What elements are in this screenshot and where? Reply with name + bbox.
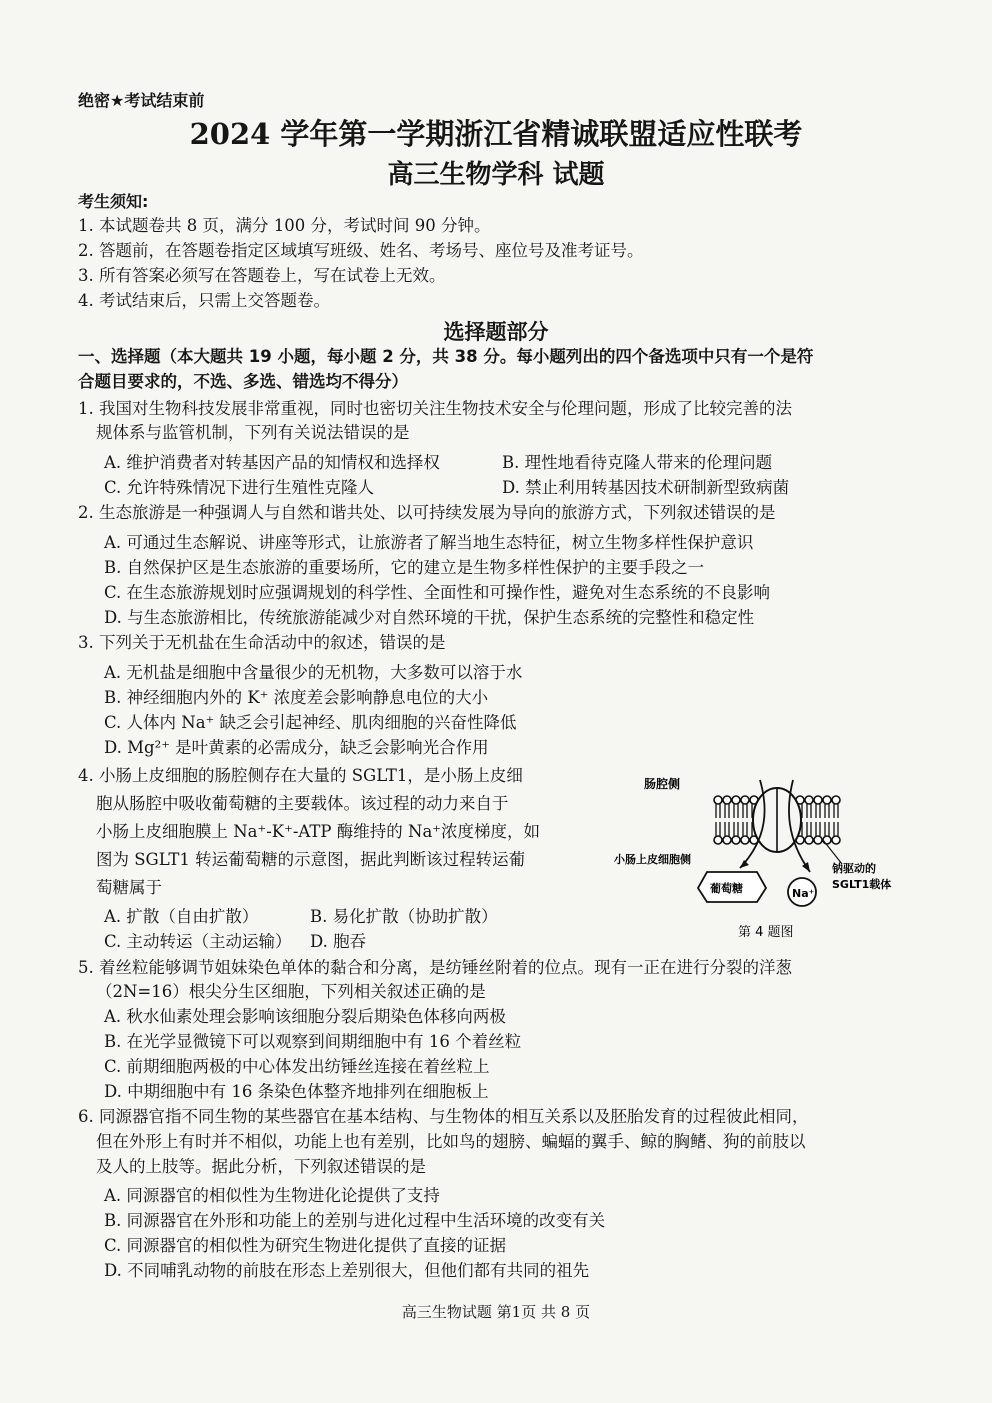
figure-label-carrier-2: SGLT1载体 [832, 878, 892, 891]
question-6-stem: 及人的上肢等。据此分析，下列叙述错误的是 [96, 1157, 426, 1176]
question-4-stem: 萄糖属于 [96, 878, 162, 897]
question-5-option-c: C. 前期细胞两极的中心体发出纺锤丝连接在着丝粒上 [104, 1057, 490, 1076]
question-4-option-c: C. 主动转运（主动运输） [104, 932, 292, 951]
question-4-stem: 小肠上皮细胞膜上 Na⁺-K⁺-ATP 酶维持的 Na⁺浓度梯度，如 [96, 822, 541, 841]
question-1-option-d: D. 禁止利用转基因技术研制新型致病菌 [502, 478, 790, 497]
question-3-option-b: B. 神经细胞内外的 K⁺ 浓度差会影响静息电位的大小 [104, 688, 489, 707]
question-4-stem: 胞从肠腔中吸收葡萄糖的主要载体。该过程的动力来自于 [96, 794, 509, 813]
question-1-option-a: A. 维护消费者对转基因产品的知情权和选择权 [104, 453, 440, 472]
question-2-option-a: A. 可通过生态解说、讲座等形式，让旅游者了解当地生态特征，树立生物多样性保护意识 [104, 533, 754, 552]
question-4-option-b: B. 易化扩散（协助扩散） [310, 907, 498, 926]
question-1-option-b: B. 理性地看待克隆人带来的伦理问题 [502, 453, 773, 472]
secret-label: 绝密★考试结束前 [78, 91, 205, 110]
question-6-stem: 6. 同源器官指不同生物的某些器官在基本结构、与生物体的相互关系以及胚胎发育的过程彼此相同， [78, 1107, 809, 1126]
question-5-stem: 5. 着丝粒能够调节姐妹染色单体的黏合和分离，是纺锤丝附着的位点。现有一正在进行分裂的洋葱 [78, 958, 792, 977]
question-3-option-c: C. 人体内 Na⁺ 缺乏会引起神经、肌肉细胞的兴奋性降低 [104, 713, 517, 732]
question-2-stem: 2. 生态旅游是一种强调人与自然和谐共处、以可持续发展为导向的旅游方式，下列叙述错误的是 [78, 503, 776, 522]
question-6-option-a: A. 同源器官的相似性为生物进化论提供了支持 [104, 1186, 440, 1205]
notice-item: 2. 答题前，在答题卷指定区域填写班级、姓名、考场号、座位号及准考证号。 [78, 241, 644, 260]
question-5-option-a: A. 秋水仙素处理会影响该细胞分裂后期染色体移向两极 [104, 1007, 506, 1026]
question-6-option-c: C. 同源器官的相似性为研究生物进化提供了直接的证据 [104, 1236, 507, 1255]
notice-heading: 考生须知: [78, 192, 149, 211]
question-1-stem: 1. 我国对生物科技发展非常重视，同时也密切关注生物技术安全与伦理问题，形成了比较完善的法 [78, 399, 792, 418]
section-title: 选择题部分 [443, 319, 549, 344]
question-3-option-a: A. 无机盐是细胞中含量很少的无机物，大多数可以溶于水 [104, 663, 523, 682]
question-4-option-d: D. 胞吞 [310, 932, 367, 951]
question-1-stem: 规体系与监管机制，下列有关说法错误的是 [96, 423, 410, 442]
section-intro: 合题目要求的，不选、多选、错选均不得分） [78, 372, 408, 391]
question-3-stem: 3. 下列关于无机盐在生命活动中的叙述，错误的是 [78, 633, 446, 652]
figure-label-lumen: 肠腔侧 [644, 777, 681, 791]
figure-caption: 第 4 题图 [738, 925, 794, 940]
question-6-stem: 但在外形上有时并不相似，功能上也有差别，比如鸟的翅膀、蝙蝠的翼手、鲸的胸鳍、狗的前肢以 [96, 1132, 806, 1151]
figure-label-glucose: 葡萄糖 [710, 882, 743, 895]
sglt1-transport-figure [610, 768, 910, 944]
figure-label-na: Na⁺ [792, 887, 815, 900]
notice-item: 1. 本试题卷共 8 页，满分 100 分，考试时间 90 分钟。 [78, 216, 491, 235]
question-4-stem: 图为 SGLT1 转运葡萄糖的示意图，据此判断该过程转运葡 [96, 850, 526, 869]
notice-item: 3. 所有答案必须写在答题卷上，写在试卷上无效。 [78, 266, 446, 285]
question-6-option-d: D. 不同哺乳动物的前肢在形态上差别很大，但他们都有共同的祖先 [104, 1261, 590, 1280]
question-5-stem: （2N=16）根尖分生区细胞，下列相关叙述正确的是 [96, 982, 486, 1001]
figure-label-carrier-1: 钠驱动的 [832, 862, 876, 875]
question-2-option-d: D. 与生态旅游相比，传统旅游能减少对自然环境的干扰，保护生态系统的完整性和稳定性 [104, 608, 755, 627]
question-1-option-c: C. 允许特殊情况下进行生殖性克隆人 [104, 478, 375, 497]
section-intro: 一、选择题（本大题共 19 小题，每小题 2 分，共 38 分。每小题列出的四个备选项中只有一个是符 [78, 347, 814, 366]
question-4-option-a: A. 扩散（自由扩散） [104, 907, 259, 926]
exam-title: 2024 学年第一学期浙江省精诚联盟适应性联考 [189, 117, 803, 151]
question-5-option-d: D. 中期细胞中有 16 条染色体整齐地排列在细胞板上 [104, 1082, 489, 1101]
question-2-option-c: C. 在生态旅游规划时应强调规划的科学性、全面性和可操作性，避免对生态系统的不良影响 [104, 583, 771, 602]
question-6-option-b: B. 同源器官在外形和功能上的差别与进化过程中生活环境的改变有关 [104, 1211, 606, 1230]
question-4-stem: 4. 小肠上皮细胞的肠腔侧存在大量的 SGLT1，是小肠上皮细 [78, 766, 523, 785]
question-2-option-b: B. 自然保护区是生态旅游的重要场所，它的建立是生物多样性保护的主要手段之一 [104, 558, 705, 577]
question-3-option-d: D. Mg²⁺ 是叶黄素的必需成分，缺乏会影响光合作用 [104, 738, 489, 757]
notice-item: 4. 考试结束后，只需上交答题卷。 [78, 291, 330, 310]
page-footer: 高三生物试题 第1页 共 8 页 [401, 1303, 591, 1321]
figure-label-cell-side: 小肠上皮细胞侧 [614, 853, 691, 866]
exam-subtitle: 高三生物学科 试题 [387, 160, 605, 190]
question-5-option-b: B. 在光学显微镜下可以观察到间期细胞中有 16 个着丝粒 [104, 1032, 522, 1051]
